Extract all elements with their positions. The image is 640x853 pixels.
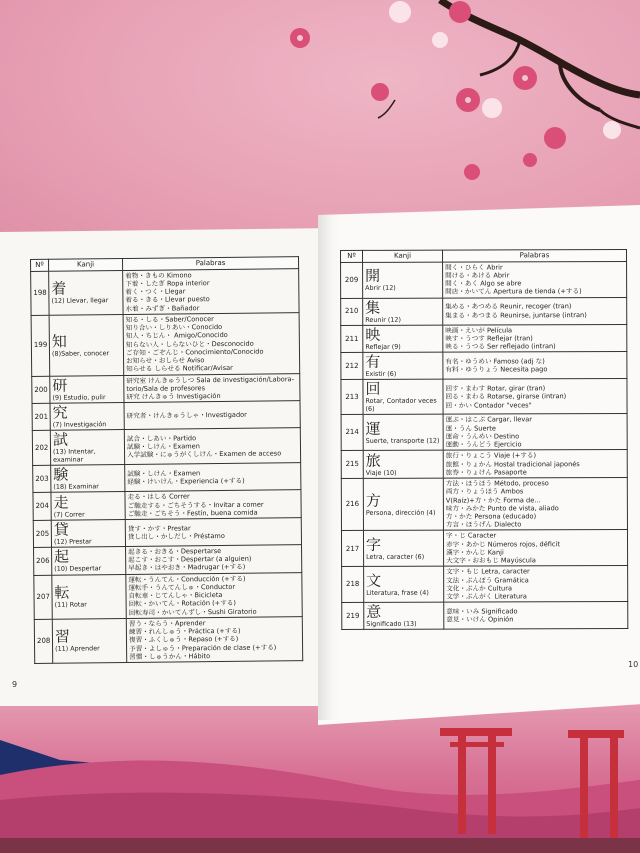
vocabulary-word: 集まる・あつまる Reunirse, juntarse (intran)	[445, 310, 587, 320]
table-row	[341, 324, 627, 353]
words-cell	[126, 572, 302, 618]
vocabulary-word: 知らせる しらせる Notificar/Avisar	[126, 364, 233, 374]
vocabulary-word: 方・かた Persona (educado)	[445, 512, 537, 521]
table-row	[33, 518, 301, 548]
kanji-character: 究	[52, 403, 68, 423]
vocabulary-word: 漢字・かんじ Kanji	[446, 548, 504, 557]
kanji-cell	[51, 519, 125, 547]
book-gutter	[318, 215, 340, 720]
row-number: 206	[34, 547, 52, 575]
header-kanji: Kanji	[363, 250, 443, 262]
left-table-body	[31, 268, 303, 663]
row-number: 219	[342, 603, 364, 630]
kanji-meaning: (13) Intentar, examinar	[52, 447, 96, 465]
vocabulary-word: 試験・しけん・Examen	[126, 442, 200, 452]
kanji-cell	[51, 465, 125, 493]
table-row	[341, 414, 627, 451]
row-number: 211	[341, 325, 363, 353]
vocabulary-word: 意味・いみ Significado	[446, 607, 518, 616]
vocabulary-word: ご存知・ごぞんじ・Conocimiento/Conocido	[125, 347, 264, 357]
vocabulary-word: 試験・しけん・Examen	[127, 469, 201, 479]
table-header	[341, 249, 627, 262]
table-row	[34, 545, 302, 576]
right-page-number: 10	[628, 660, 639, 669]
kanji-meaning: Existir (6)	[365, 370, 397, 379]
vocabulary-word: 知る・しる・Saber/Conocer	[125, 315, 214, 324]
kanji-character: 有	[365, 353, 381, 372]
vocabulary-word: 映す・うつす Reflejar (tran)	[445, 334, 533, 343]
vocabulary-word: 知らない人・しらないひと・Desconocido	[125, 339, 254, 349]
vocabulary-word: 意見・いけん Opinión	[446, 615, 514, 624]
vocabulary-word: 貸す・かす・Prestar	[127, 524, 191, 533]
vocabulary-word: 研究 けんきゅう Investigación	[126, 392, 221, 402]
vocabulary-word: 水着・みずぎ・Bañador	[125, 303, 200, 313]
kanji-meaning: Literatura, frase (4)	[366, 588, 429, 597]
table-row	[34, 617, 302, 664]
vocabulary-word: 開く・ひらく Abrir	[445, 263, 503, 272]
table-row	[342, 566, 628, 603]
words-cell	[443, 297, 627, 325]
words-cell	[443, 478, 627, 531]
row-number: 218	[342, 567, 364, 603]
kanji-character: 習	[54, 628, 71, 647]
vocabulary-word: 復習・ふくしゅう・Repaso (+する)	[128, 635, 239, 645]
vocabulary-word: 味方・みかた Punto de vista, aliado	[445, 503, 559, 513]
vocabulary-word: 開店・かいてん Apertura de tienda (+する)	[445, 287, 582, 297]
kanji-character: 起	[54, 547, 70, 567]
table-row	[341, 530, 627, 567]
vocabulary-word: 習慣・しゅうかん・Hábito	[129, 651, 211, 661]
vocabulary-word: 運ぶ・はこぶ Cargar, llevar	[445, 415, 533, 425]
kanji-cell	[50, 430, 124, 466]
kanji-character: 験	[53, 465, 69, 485]
words-cell	[443, 530, 627, 567]
vocabulary-word: 習う・ならう・Aprender	[128, 619, 206, 628]
vocabulary-word: V(Raíz)+方・かた Forma de...	[445, 495, 541, 505]
table-row	[32, 373, 300, 404]
vocabulary-word: 運動・うんどう Ejercicio	[445, 440, 522, 449]
kanji-cell	[363, 478, 443, 531]
vocabulary-word: 赤字・あかじ Números rojos, déficit	[446, 539, 560, 549]
row-number: 213	[341, 380, 363, 415]
vocabulary-word: 着物・きもの Kimono	[125, 271, 192, 280]
kanji-character: 試	[52, 430, 69, 450]
vocabulary-word: 着る・きる・Llevar puesto	[125, 295, 210, 305]
kanji-meaning: Persona, dirección (4)	[365, 508, 436, 517]
table-row	[33, 490, 301, 521]
kanji-character: 転	[54, 583, 70, 603]
kanji-meaning: (18) Examinar	[53, 482, 99, 492]
row-number: 203	[33, 466, 51, 493]
words-cell	[443, 379, 627, 415]
vocabulary-word: 方法・ほうほう Método, proceso	[445, 479, 549, 488]
vocabulary-word: 開く・あく Algo se abre	[445, 279, 522, 288]
row-number: 212	[341, 353, 363, 380]
words-cell	[443, 324, 627, 352]
vocabulary-word: 予習・よしゅう・Preparación de clase (+する)	[129, 642, 277, 653]
vocabulary-word: 研究室 けんきゅうしつ Sala de investigación/Labora-	[126, 374, 294, 385]
kanji-cell	[364, 602, 444, 629]
table-row	[341, 352, 627, 380]
vocabulary-word: 運転手・うんてんしゅ・Conductor	[128, 582, 236, 592]
vocabulary-word: 文学・ぶんがく Literatura	[446, 592, 527, 601]
kanji-meaning: (7) Investigación	[52, 420, 107, 430]
words-cell	[125, 463, 301, 492]
kanji-cell	[363, 415, 443, 451]
kanji-cell	[363, 353, 443, 380]
vocabulary-word: 貸し出し・かしだし・Préstamo	[127, 531, 225, 541]
row-number: 202	[32, 431, 50, 466]
kanji-meaning: Reflejar (9)	[365, 342, 401, 351]
kanji-cell	[363, 262, 443, 298]
vocabulary-word: 旅行・りょこう Viaje (+する)	[445, 451, 537, 460]
kanji-character: 旅	[365, 451, 381, 470]
kanji-meaning: (7) Correr	[53, 510, 85, 519]
kanji-character: 方	[365, 491, 381, 510]
vocabulary-word: 開ける・あける Abrir	[445, 271, 510, 280]
kanji-cell	[363, 380, 443, 415]
vocabulary-word: 運命・うんめい Destino	[445, 432, 520, 441]
kanji-cell	[49, 270, 123, 315]
vocabulary-word: 有名・ゆうめい Famoso (adj な)	[445, 357, 545, 366]
kanji-character: 貸	[53, 520, 69, 539]
kanji-character: 開	[365, 267, 381, 286]
vocabulary-word: 大文字・おおもじ Mayúscula	[446, 556, 536, 565]
kanji-cell	[363, 531, 443, 567]
kanji-cell	[364, 567, 444, 603]
vocabulary-word: 回転寿司・かいてんずし・Sushi Giratorio	[128, 607, 257, 617]
table-row	[34, 572, 302, 619]
row-number: 215	[341, 451, 363, 479]
vocabulary-word: 運転・うんてん・Conducción (+する)	[128, 574, 246, 584]
kanji-character: 着	[51, 279, 67, 299]
vocabulary-word: 早起き・はやおき・Madrugar (+する)	[128, 563, 246, 573]
vocabulary-word: 経験・けいけん・Experiencia (+する)	[127, 477, 245, 487]
vocabulary-word: 方言・ほうげん Dialecto	[445, 520, 522, 529]
vocabulary-word: 字・じ Caracter	[445, 531, 497, 541]
vocabulary-word: 回転・かいてん・Rotación (+する)	[128, 599, 236, 609]
vocabulary-word: 下着・したぎ Ropa interior	[125, 279, 210, 288]
row-number: 205	[33, 520, 51, 547]
left-page-number: 9	[12, 680, 18, 689]
words-cell	[125, 490, 301, 520]
vocabulary-word: 知人・ちじん・ Amigo/Conocido	[125, 331, 228, 341]
kanji-meaning: (12) Prestar	[53, 537, 92, 546]
kanji-meaning: Rotar, Contador veces (6)	[365, 397, 437, 414]
kanji-meaning: (12) Llevar, llegar	[51, 296, 109, 306]
row-number: 207	[34, 575, 52, 619]
vocabulary-word: 回・かい Contador "veces"	[445, 400, 532, 410]
row-number: 200	[32, 376, 50, 404]
kanji-meaning: Reunir (12)	[365, 315, 402, 324]
kanji-cell	[363, 450, 443, 478]
right-kanji-table	[340, 249, 628, 630]
kanji-cell	[52, 574, 126, 619]
kanji-cell	[52, 618, 126, 663]
row-number: 204	[33, 493, 51, 521]
words-cell	[126, 545, 302, 575]
kanji-meaning: Suerte, transporte (12)	[365, 436, 440, 445]
header-num: Nº	[341, 250, 363, 262]
kanji-cell	[49, 314, 124, 375]
vocabulary-word: お知らせ・おしらせ Aviso	[126, 356, 205, 366]
table-row	[32, 428, 300, 466]
kanji-cell	[363, 325, 443, 353]
words-cell	[125, 518, 301, 547]
row-number: 199	[31, 315, 50, 376]
row-number: 210	[341, 298, 363, 325]
kanji-meaning: (11) Rotar	[54, 600, 87, 610]
words-cell	[124, 401, 300, 430]
vocabulary-word: 回す・まわす Rotar, girar (tran)	[445, 384, 546, 393]
row-number: 201	[32, 404, 50, 431]
kanji-meaning: Letra, caracter (6)	[366, 552, 425, 561]
table-row	[31, 313, 300, 376]
kanji-character: 集	[365, 298, 381, 317]
words-cell	[443, 414, 627, 451]
vocabulary-word: 両方・りょうほう Ambos	[445, 487, 524, 496]
row-number: 217	[341, 531, 363, 567]
vocabulary-word: 映る・うつる Ser reflejado (intran)	[445, 342, 556, 351]
vocabulary-word: 有料・ゆうりょう Necesita pago	[445, 365, 548, 375]
kanji-cell	[52, 546, 126, 574]
vocabulary-word: 文化・ぶんか Cultura	[446, 584, 512, 593]
row-number: 198	[31, 271, 49, 315]
row-number: 214	[341, 415, 363, 451]
row-number: 209	[341, 262, 363, 298]
words-cell	[443, 450, 627, 478]
table-row	[342, 602, 628, 630]
header-kanji: Kanji	[49, 259, 123, 272]
kanji-character: 知	[51, 332, 67, 351]
kanji-character: 文	[366, 571, 382, 590]
words-cell	[126, 617, 302, 663]
kanji-character: 運	[365, 419, 381, 438]
vocabulary-word: 映画・えいが Película	[445, 326, 513, 335]
words-cell	[123, 313, 300, 375]
table-row	[32, 401, 300, 431]
words-cell	[444, 602, 628, 630]
words-cell	[124, 428, 300, 465]
vocabulary-word: 回る・まわる Rotarse, girarse (intran)	[445, 392, 567, 401]
table-row	[341, 261, 627, 298]
table-row	[31, 268, 299, 315]
words-cell	[124, 373, 300, 403]
kanji-character: 走	[53, 493, 69, 512]
vocabulary-word: torio/Sala de profesores	[126, 383, 206, 393]
kanji-meaning: (10) Despertar	[54, 564, 102, 574]
vocabulary-word: 集める・あつめる Reunir, recoger (tran)	[445, 302, 572, 312]
kanji-meaning: (8)Saber, conocer	[51, 348, 110, 358]
vocabulary-word: 試合・しあい・Partido	[126, 434, 197, 443]
row-number: 208	[34, 619, 52, 663]
kanji-meaning: Viaje (10)	[365, 468, 397, 477]
vocabulary-word: 運・うん Suerte	[445, 424, 496, 433]
vocabulary-word: 走る・はしる Correr	[127, 492, 190, 502]
vocabulary-word: ご馳走・ごちそう・Festín, buena comida	[127, 508, 258, 518]
kanji-character: 回	[365, 380, 381, 399]
table-row	[341, 450, 627, 479]
header-words: Palabras	[443, 249, 627, 261]
vocabulary-word: 文法・ぶんぽう Gramática	[446, 575, 529, 585]
vocabulary-word: 起こす・おこす・Despertar (a alguien)	[128, 554, 252, 565]
vocabulary-word: 文字・もじ Letra, caracter	[446, 567, 530, 577]
kanji-cell	[50, 375, 124, 403]
vocabulary-word: 練習・れんしゅう・Práctica (+する)	[128, 626, 241, 637]
table-row	[33, 463, 301, 493]
kanji-character: 字	[365, 535, 382, 554]
kanji-cell	[363, 298, 443, 325]
vocabulary-word: 研究者・けんきゅうしゃ・Investigador	[126, 410, 247, 421]
words-cell	[123, 268, 299, 314]
vocabulary-word: 知り合い・しりあい・Conocido	[125, 323, 223, 333]
words-cell	[443, 261, 627, 298]
kanji-meaning: Significado (13)	[366, 620, 417, 629]
table-row	[341, 478, 627, 531]
kanji-meaning: Abrir (12)	[365, 284, 396, 293]
kanji-cell	[51, 492, 125, 520]
header-num: Nº	[31, 259, 49, 271]
vocabulary-word: 旅館・りょかん Hostal tradicional japonés	[445, 459, 580, 469]
vocabulary-word: ご馳走する・ごちそうする・Invitar a comer	[127, 500, 264, 510]
kanji-character: 意	[366, 603, 382, 622]
words-cell	[444, 566, 628, 603]
row-number: 216	[341, 478, 363, 530]
kanji-character: 研	[52, 376, 68, 395]
vocabulary-word: 自転車・じてんしゃ・Bicicleta	[128, 591, 223, 601]
vocabulary-word: 起きる・おきる・Despertarse	[128, 546, 222, 556]
kanji-meaning: (11) Aprender	[55, 644, 100, 654]
vocabulary-word: 入学試験・にゅうがくしけん・Examen de acceso	[127, 449, 282, 460]
left-kanji-table	[30, 256, 303, 664]
table-row	[341, 379, 627, 415]
right-table-body	[341, 261, 628, 630]
vocabulary-word: 旅券・りょけん Pasaporte	[445, 468, 527, 477]
header-words: Palabras	[123, 257, 299, 271]
table-row	[341, 297, 627, 325]
kanji-meaning: (9) Estudio, pulir	[52, 393, 106, 402]
kanji-character: 映	[365, 325, 381, 344]
words-cell	[443, 352, 627, 380]
vocabulary-word: 着く・つく・Llegar	[125, 287, 186, 297]
kanji-cell	[50, 403, 124, 431]
